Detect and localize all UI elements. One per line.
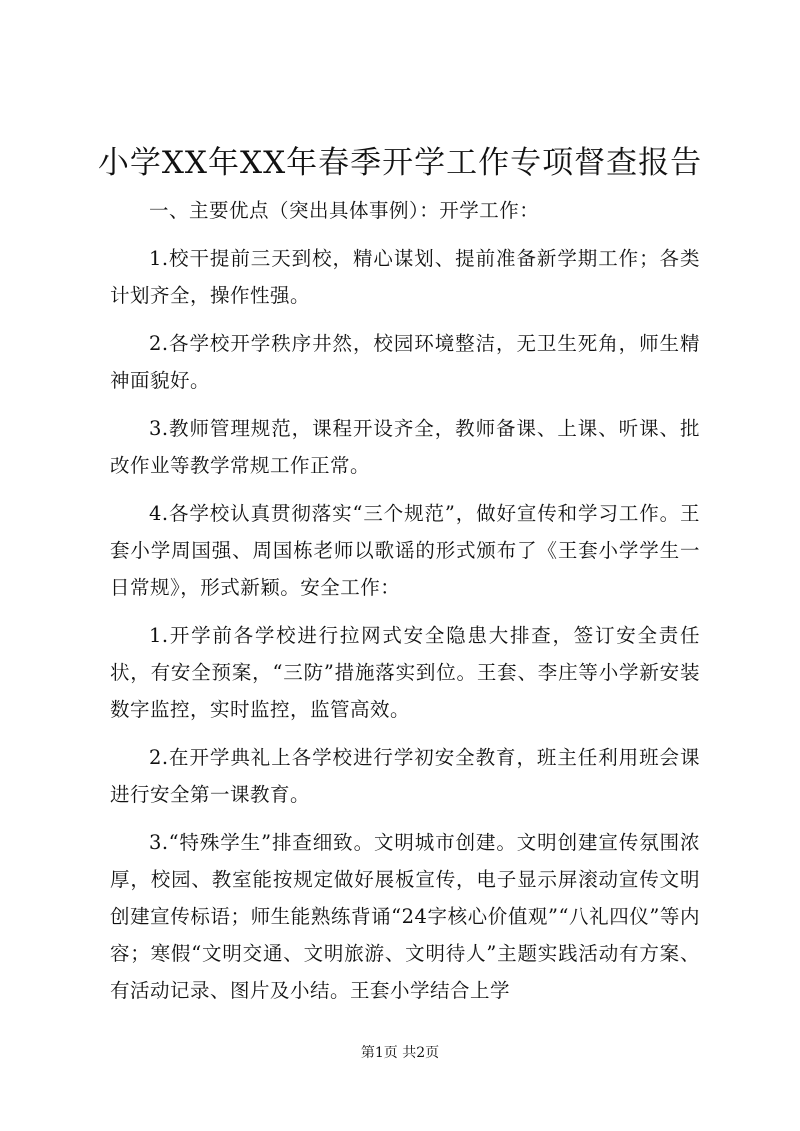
paragraph-item: 1.校干提前三天到校，精心谋划、提前准备新学期工作；各类计划齐全，操作性强。 — [110, 247, 700, 307]
document-title: 小学XX年XX年春季开学工作专项督查报告 — [97, 145, 703, 181]
paragraph-item: 1.开学前各学校进行拉网式安全隐患大排查，签订安全责任状，有安全预案，“三防”措施落实到位。王套、李庄等小学新安装数字监控，实时监控，监管高效。 — [110, 624, 700, 721]
paragraph-item: 3.“特殊学生”排查细致。文明城市创建。文明创建宣传氛围浓厚，校园、教室能按规定做好展板宣传，电子显示屏滚动宣传文明创建宣传标语；师生能熟练背诵“24字核心价值观”“八礼四仪”等内容；寒假“文明交通、文明旅游、文明待人”主题实践活动有方案、有活动记录、图片及小结。王套小学结合上学 — [110, 831, 700, 1002]
paragraph-item: 2.各学校开学秩序井然，校园环境整洁，无卫生死角，师生精神面貌好。 — [110, 332, 700, 392]
page-number-footer: 第1页 共2页 — [360, 1045, 440, 1061]
document-body — [110, 192, 700, 1020]
paragraph-item: 2.在开学典礼上各学校进行学初安全教育，班主任利用班会课进行安全第一课教育。 — [110, 746, 700, 806]
paragraph-item: 3.教师管理规范，课程开设齐全，教师备课、上课、听课、批改作业等教学常规工作正常。 — [110, 417, 700, 477]
paragraph-item: 4.各学校认真贯彻落实“三个规范”，做好宣传和学习工作。王套小学周国强、周国栋老师以歌谣的形式颁布了《王套小学学生一日常规》，形式新颖。安全工作： — [110, 502, 700, 599]
paragraph-section-heading: 一、主要优点（突出具体事例）：开学工作： — [149, 199, 540, 222]
